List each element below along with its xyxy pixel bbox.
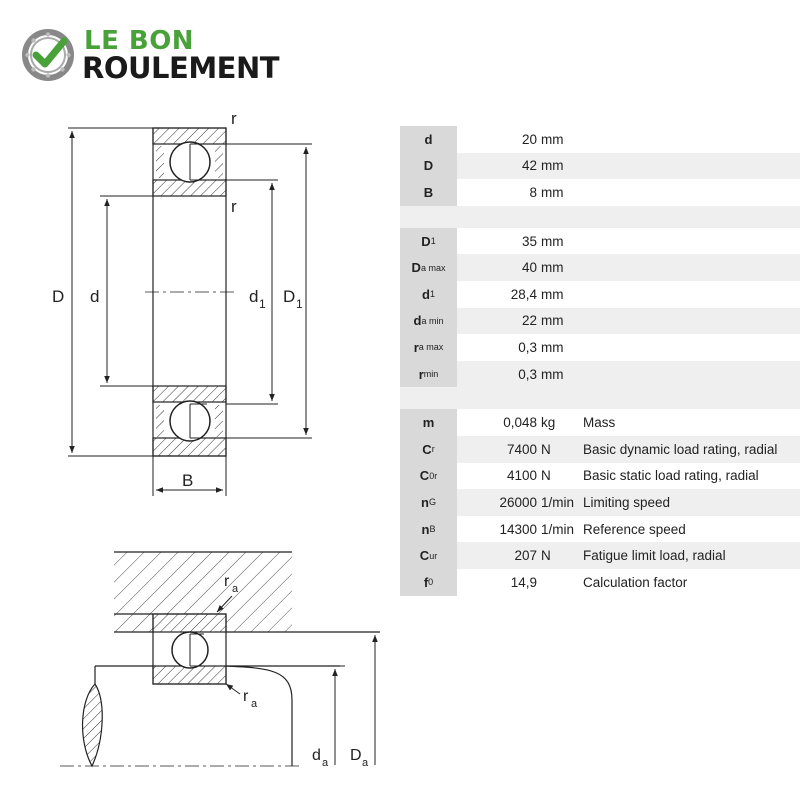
table-row [400, 281, 800, 308]
spec-unit: mm [541, 158, 564, 174]
table-row [400, 334, 800, 361]
table-row [400, 436, 800, 463]
label-D: D [52, 287, 65, 306]
spec-unit: mm [541, 366, 564, 382]
table-row [400, 153, 800, 180]
table-separator [400, 387, 800, 409]
logo-line-1: LE BON [84, 26, 195, 56]
spec-unit: 1/min [541, 494, 575, 510]
spec-unit: 1/min [541, 521, 575, 537]
spec-value: 42 [521, 158, 537, 174]
label-ra-bottom: r [243, 688, 249, 705]
table-row [400, 489, 800, 516]
spec-value: 14,9 [510, 574, 537, 590]
label-da: d [312, 747, 321, 764]
spec-value: 20 [521, 131, 537, 147]
label-ra-top: r [224, 573, 230, 590]
spec-value: 14300 [499, 521, 537, 537]
spec-value: 40 [521, 260, 537, 276]
spec-symbol: D 1 [400, 228, 457, 255]
table-separator [400, 206, 800, 228]
spec-value: 22 [521, 313, 537, 329]
table-row [400, 542, 800, 569]
spec-symbol: n B [400, 516, 457, 543]
label-r-top: r [231, 109, 237, 128]
label-da-sub: a [322, 757, 329, 769]
spec-value: 4100 [506, 468, 537, 484]
spec-unit: N [541, 548, 551, 564]
spec-symbol: C 0r [400, 463, 457, 490]
label-Da: D [350, 747, 362, 764]
spec-description: Reference speed [583, 521, 686, 537]
specifications-table [400, 126, 800, 596]
label-d1: d [249, 287, 259, 306]
table-row [400, 463, 800, 490]
label-ra-top-sub: a [232, 583, 239, 595]
spec-unit: mm [541, 131, 564, 147]
spec-unit: mm [541, 233, 564, 249]
spec-description: Basic static load rating, radial [583, 468, 759, 484]
spec-description: Limiting speed [583, 494, 671, 510]
table-row [400, 516, 800, 543]
table-row [400, 409, 800, 436]
spec-value: 35 [521, 233, 537, 249]
spec-value: 0,048 [503, 415, 537, 431]
spec-symbol: d [400, 126, 457, 153]
label-ra-bottom-sub: a [251, 698, 258, 710]
spec-value: 28,4 [510, 286, 537, 302]
spec-symbol: D a max [400, 254, 457, 281]
spec-symbol: n G [400, 489, 457, 516]
performance-group [400, 409, 800, 595]
spec-unit: N [541, 468, 551, 484]
mounting-diagram [60, 552, 380, 766]
spec-value: 207 [514, 548, 537, 564]
spec-symbol: r a max [400, 334, 457, 361]
spec-description: Mass [583, 415, 616, 431]
label-D1: D [283, 287, 296, 306]
logo-line-2: ROULEMENT [82, 51, 280, 85]
table-row [400, 569, 800, 596]
spec-symbol: f 0 [400, 569, 457, 596]
label-d1-sub: 1 [259, 297, 266, 311]
label-B: B [182, 471, 194, 490]
label-D1-sub: 1 [296, 297, 303, 311]
table-row [400, 254, 800, 281]
spec-unit: mm [541, 286, 564, 302]
spec-symbol: d 1 [400, 281, 457, 308]
spec-description: Fatigue limit load, radial [583, 548, 726, 564]
label-Da-sub: a [362, 757, 369, 769]
spec-unit: mm [541, 313, 564, 329]
bearing-cross-section [145, 128, 235, 456]
spec-value: 0,3 [518, 366, 537, 382]
label-d: d [90, 287, 100, 306]
spec-symbol: r min [400, 361, 457, 388]
table-row [400, 126, 800, 153]
label-r-mid: r [231, 197, 237, 216]
spec-unit: mm [541, 339, 564, 355]
spec-symbol: C ur [400, 542, 457, 569]
table-row [400, 361, 800, 388]
spec-unit: mm [541, 184, 564, 200]
mounting-dimensions-group [400, 228, 800, 388]
spec-symbol: B [400, 179, 457, 206]
table-row [400, 179, 800, 206]
spec-symbol: m [400, 409, 457, 436]
spec-symbol: D [400, 153, 457, 180]
spec-unit: mm [541, 260, 564, 276]
spec-description: Basic dynamic load rating, radial [583, 441, 778, 457]
table-row [400, 228, 800, 255]
spec-value: 8 [529, 184, 537, 200]
table-row [400, 308, 800, 335]
spec-symbol: d a min [400, 308, 457, 335]
spec-unit: kg [541, 415, 556, 431]
spec-unit: N [541, 441, 551, 457]
spec-symbol: C r [400, 436, 457, 463]
dimensions-group [400, 126, 800, 206]
spec-value: 0,3 [518, 339, 537, 355]
spec-value: 7400 [506, 441, 537, 457]
spec-description: Calculation factor [583, 574, 688, 590]
spec-value: 26000 [499, 494, 537, 510]
